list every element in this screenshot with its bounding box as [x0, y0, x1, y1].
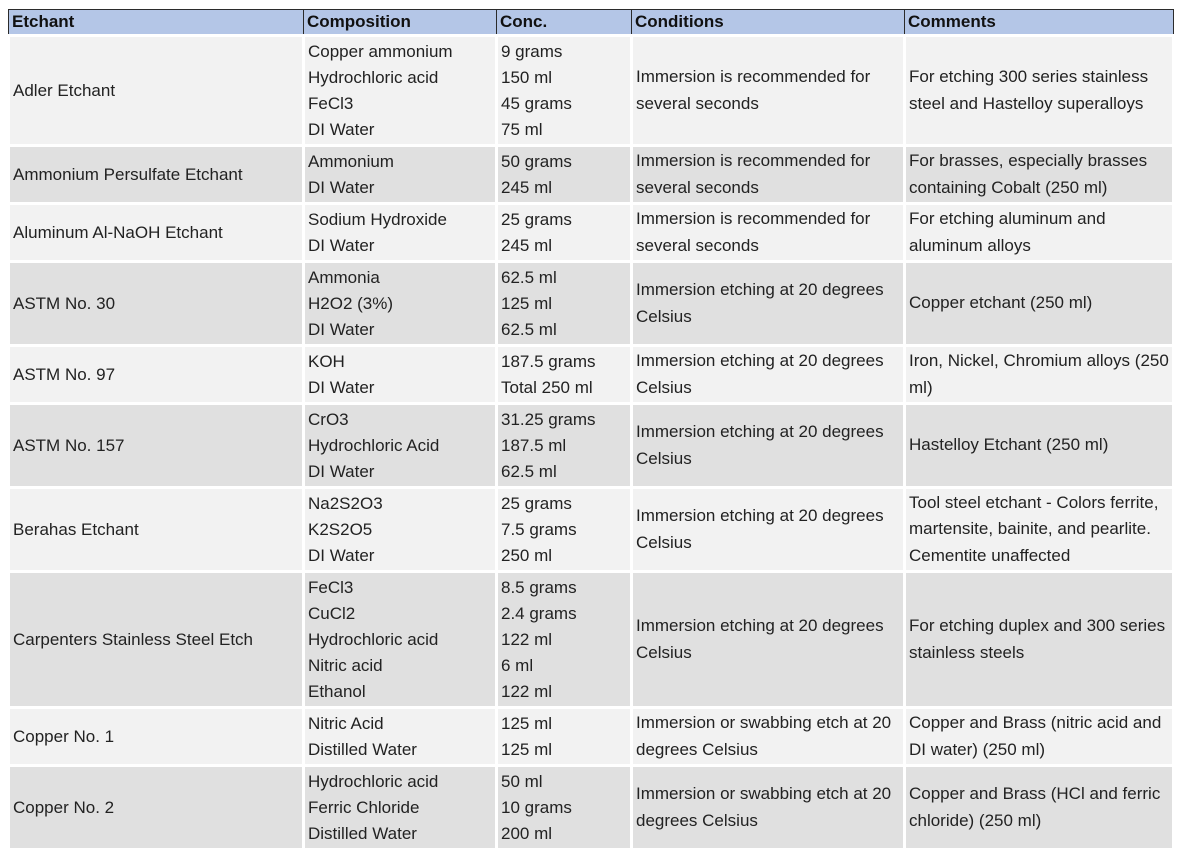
composition-cell-line: FeCl3 [308, 93, 354, 113]
table-row [9, 404, 1174, 488]
conc-cell-line: 50 grams [501, 151, 572, 171]
etchant-cell: Berahas Etchant [9, 488, 304, 572]
composition-cell-line: Ethanol [308, 681, 366, 701]
conc-cell-line: 125 ml [501, 713, 553, 733]
composition-cell-line: DI Water [308, 377, 375, 397]
conc-cell-line: 25 grams [501, 493, 572, 513]
table-row [9, 708, 1174, 766]
header-conc: Conc. [497, 10, 632, 36]
table-row [9, 488, 1174, 572]
table-row [9, 766, 1174, 850]
conc-cell-line: 187.5 grams [501, 351, 596, 371]
composition-cell [304, 488, 497, 572]
composition-cell-line: Hydrochloric acid [308, 67, 439, 87]
etchant-cell: Ammonium Persulfate Etchant [9, 146, 304, 204]
header-conditions: Conditions [632, 10, 905, 36]
composition-cell [304, 36, 497, 146]
conc-cell [497, 572, 632, 708]
conc-cell [497, 36, 632, 146]
composition-cell-line: Distilled Water [308, 823, 417, 843]
conc-cell-line: 25 grams [501, 209, 572, 229]
conc-cell-line: 150 ml [501, 67, 553, 87]
composition-cell [304, 572, 497, 708]
conc-cell-line: 2.4 grams [501, 603, 577, 623]
composition-cell-line: DI Water [308, 545, 375, 565]
conc-cell-line: 122 ml [501, 681, 553, 701]
comments-cell: For etching aluminum and aluminum alloys [905, 204, 1174, 262]
composition-cell-line: DI Water [308, 177, 375, 197]
composition-cell-line: Nitric Acid [308, 713, 384, 733]
etchant-cell: ASTM No. 157 [9, 404, 304, 488]
comments-cell: For etching duplex and 300 series stainless steels [905, 572, 1174, 708]
conc-cell-line: 62.5 ml [501, 461, 557, 481]
composition-cell-line: KOH [308, 351, 345, 371]
composition-cell-line: FeCl3 [308, 577, 354, 597]
etchant-cell: Aluminum Al-NaOH Etchant [9, 204, 304, 262]
header-etchant: Etchant [9, 10, 304, 36]
conc-cell-line: 245 ml [501, 235, 553, 255]
header-comments: Comments [905, 10, 1174, 36]
etchant-cell: Carpenters Stainless Steel Etch [9, 572, 304, 708]
header-row [9, 10, 1174, 36]
conditions-cell: Immersion etching at 20 degrees Celsius [632, 404, 905, 488]
comments-cell: Copper etchant (250 ml) [905, 262, 1174, 346]
conditions-cell: Immersion is recommended for several seconds [632, 146, 905, 204]
conc-cell [497, 346, 632, 404]
conc-cell [497, 204, 632, 262]
conc-cell [497, 404, 632, 488]
conc-cell-line: 50 ml [501, 771, 543, 791]
table-row [9, 204, 1174, 262]
composition-cell-line: Sodium Hydroxide [308, 209, 447, 229]
conc-cell-line: 31.25 grams [501, 409, 596, 429]
conc-cell-line: 250 ml [501, 545, 553, 565]
conditions-cell: Immersion etching at 20 degrees Celsius [632, 488, 905, 572]
composition-cell-line: Hydrochloric acid [308, 771, 439, 791]
composition-cell-line: H2O2 (3%) [308, 293, 394, 313]
composition-cell [304, 404, 497, 488]
composition-cell [304, 766, 497, 850]
etchant-cell: ASTM No. 30 [9, 262, 304, 346]
composition-cell-line: Distilled Water [308, 739, 417, 759]
etchant-cell: ASTM No. 97 [9, 346, 304, 404]
conc-cell-line: 125 ml [501, 293, 553, 313]
table-row [9, 262, 1174, 346]
conc-cell-line: 9 grams [501, 41, 563, 61]
table-row [9, 346, 1174, 404]
header-composition: Composition [304, 10, 497, 36]
composition-cell-line: Na2S2O3 [308, 493, 383, 513]
conc-cell-line: 8.5 grams [501, 577, 577, 597]
composition-cell [304, 262, 497, 346]
conc-cell [497, 766, 632, 850]
comments-cell: Iron, Nickel, Chromium alloys (250 ml) [905, 346, 1174, 404]
composition-cell-line: Hydrochloric Acid [308, 435, 440, 455]
composition-cell [304, 204, 497, 262]
etchant-cell: Copper No. 2 [9, 766, 304, 850]
etchant-cell: Copper No. 1 [9, 708, 304, 766]
conc-cell [497, 708, 632, 766]
conc-cell-line: 62.5 ml [501, 267, 557, 287]
conc-cell [497, 146, 632, 204]
conc-cell-line: 122 ml [501, 629, 553, 649]
composition-cell-line: DI Water [308, 235, 375, 255]
conc-cell [497, 488, 632, 572]
conditions-cell: Immersion or swabbing etch at 20 degrees Celsius [632, 708, 905, 766]
conc-cell-line: 245 ml [501, 177, 553, 197]
conc-cell-line: 125 ml [501, 739, 553, 759]
composition-cell-line: Hydrochloric acid [308, 629, 439, 649]
conditions-cell: Immersion is recommended for several seconds [632, 36, 905, 146]
composition-cell-line: K2S2O5 [308, 519, 373, 539]
conc-cell [497, 262, 632, 346]
conc-cell-line: 62.5 ml [501, 319, 557, 339]
composition-cell-line: DI Water [308, 319, 375, 339]
conc-cell-line: Total 250 ml [501, 377, 593, 397]
table-row [9, 572, 1174, 708]
conditions-cell: Immersion etching at 20 degrees Celsius [632, 262, 905, 346]
conditions-cell: Immersion etching at 20 degrees Celsius [632, 346, 905, 404]
table-row [9, 146, 1174, 204]
composition-cell-line: CuCl2 [308, 603, 356, 623]
table-body [9, 36, 1174, 850]
comments-cell: For brasses, especially brasses containing Cobalt (250 ml) [905, 146, 1174, 204]
table-row [9, 36, 1174, 146]
conc-cell-line: 7.5 grams [501, 519, 577, 539]
comments-cell: For etching 300 series stainless steel and Hastelloy superalloys [905, 36, 1174, 146]
composition-cell-line: Nitric acid [308, 655, 383, 675]
composition-cell [304, 146, 497, 204]
composition-cell-line: Ammonium [308, 151, 394, 171]
comments-cell: Hastelloy Etchant (250 ml) [905, 404, 1174, 488]
conc-cell-line: 75 ml [501, 119, 543, 139]
composition-cell-line: Ferric Chloride [308, 797, 420, 817]
etchant-table [7, 9, 1175, 851]
comments-cell: Copper and Brass (nitric acid and DI water) (250 ml) [905, 708, 1174, 766]
composition-cell [304, 346, 497, 404]
conc-cell-line: 200 ml [501, 823, 553, 843]
conc-cell-line: 45 grams [501, 93, 572, 113]
composition-cell-line: DI Water [308, 461, 375, 481]
conditions-cell: Immersion or swabbing etch at 20 degrees Celsius [632, 766, 905, 850]
conditions-cell: Immersion etching at 20 degrees Celsius [632, 572, 905, 708]
composition-cell [304, 708, 497, 766]
etchant-cell: Adler Etchant [9, 36, 304, 146]
comments-cell: Copper and Brass (HCl and ferric chloride) (250 ml) [905, 766, 1174, 850]
composition-cell-line: DI Water [308, 119, 375, 139]
conditions-cell: Immersion is recommended for several seconds [632, 204, 905, 262]
conc-cell-line: 6 ml [501, 655, 534, 675]
conc-cell-line: 187.5 ml [501, 435, 567, 455]
composition-cell-line: Copper ammonium [308, 41, 453, 61]
composition-cell-line: Ammonia [308, 267, 380, 287]
conc-cell-line: 10 grams [501, 797, 572, 817]
composition-cell-line: CrO3 [308, 409, 349, 429]
comments-cell: Tool steel etchant - Colors ferrite, martensite, bainite, and pearlite. Cementite unaffected [905, 488, 1174, 572]
